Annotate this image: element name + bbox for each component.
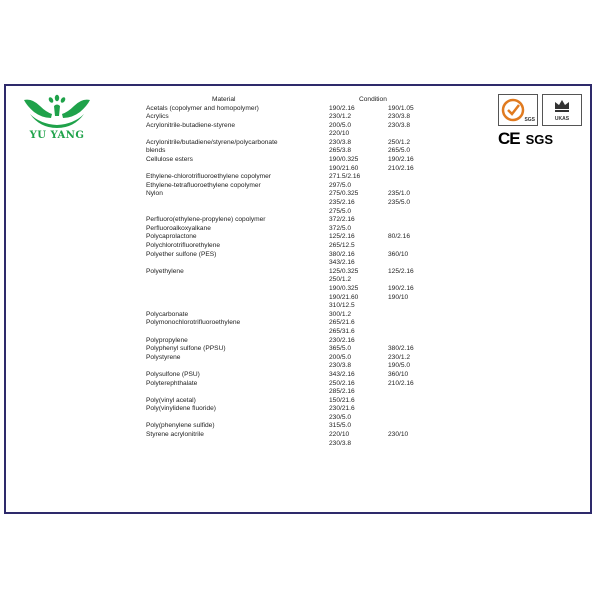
condition-cell-1: 190/21.60 [329, 293, 359, 301]
condition-cell-1: 190/0.325 [329, 156, 359, 164]
material-cell: Acetals (copolymer and homopolymer) [146, 104, 259, 112]
material-cell: Poly(vinyl acetal) [146, 396, 196, 404]
condition-cell-1: 230/2.16 [329, 336, 355, 344]
condition-cell-1: 265/12.5 [329, 242, 355, 249]
condition-cell-1: 230/5.0 [329, 413, 351, 421]
condition-cell-1: 315/5.0 [329, 422, 351, 430]
table-row [6, 328, 590, 337]
condition-table [6, 105, 590, 449]
condition-cell-2: 210/2.16 [388, 379, 414, 387]
condition-cell-2: 190/5.0 [388, 362, 410, 370]
material-cell: Perfluoro(ethylene-propylene) copolymer [146, 216, 266, 224]
condition-cell-1: 265/21.6 [329, 319, 355, 327]
table-row [6, 147, 590, 156]
document-frame [4, 84, 592, 514]
condition-cell-1: 230/3.8 [329, 362, 351, 370]
table-row [6, 422, 590, 431]
condition-cell-2: 125/2.16 [388, 267, 414, 275]
condition-cell-2: 250/1.2 [388, 138, 410, 146]
condition-header: Condition [359, 96, 387, 103]
table-row [6, 388, 590, 397]
material-cell: Nylon [146, 190, 163, 198]
condition-cell-1: 343/2.16 [329, 259, 355, 267]
table-row [6, 440, 590, 449]
table-row [6, 182, 590, 191]
condition-cell-1: 200/5.0 [329, 353, 351, 361]
condition-cell-2: 230/3.8 [388, 121, 410, 129]
table-row [6, 354, 590, 363]
material-cell: Ethylene-tetrafluoroethylene copolymer [146, 181, 261, 189]
table-row [6, 122, 590, 131]
condition-cell-1: 265/31.6 [329, 327, 355, 335]
condition-cell-1: 220/10 [329, 130, 350, 138]
condition-cell-1: 300/1.2 [329, 310, 351, 318]
condition-cell-1: 230/1.2 [329, 113, 351, 121]
condition-cell-1: 230/21.6 [329, 405, 355, 413]
material-cell: Acrylonitrile/butadiene/styrene/polycarbonate [146, 138, 278, 146]
table-row [6, 380, 590, 389]
material-cell: Polyether sulfone (PES) [146, 250, 217, 258]
condition-cell-1: 250/2.16 [329, 379, 355, 387]
condition-cell-2: 380/2.16 [388, 345, 414, 353]
material-cell: Polychlorotrifluorethylene [146, 242, 221, 249]
material-cell: Polystyrene [146, 353, 181, 361]
condition-cell-2: 230/1.2 [388, 353, 410, 361]
condition-cell-1: 230/3.8 [329, 138, 351, 146]
ukas-badge-label: UKAS [554, 116, 570, 122]
material-cell: Polyphenyl sulfone (PPSU) [146, 345, 226, 353]
material-cell: Polysulfone (PSU) [146, 370, 200, 378]
condition-cell-1: 190/0.325 [329, 284, 359, 292]
condition-cell-1: 380/2.16 [329, 250, 355, 258]
condition-cell-1: 275/0.325 [329, 190, 359, 198]
table-row [6, 139, 590, 148]
table-row [6, 431, 590, 440]
table-row [6, 302, 590, 311]
material-cell: Polycarbonate [146, 310, 189, 318]
condition-cell-2: 235/5.0 [388, 199, 410, 207]
table-row [6, 285, 590, 294]
condition-cell-1: 310/12.5 [329, 302, 355, 310]
condition-cell-2: 190/2.16 [388, 156, 414, 164]
condition-cell-1: 250/1.2 [329, 276, 351, 284]
material-cell: Poly(vinylidene fluoride) [146, 405, 217, 413]
table-row [6, 268, 590, 277]
material-cell: Ethylene-chlorotrifluoroethylene copolymer [146, 173, 271, 181]
condition-cell-1: 190/2.16 [329, 104, 355, 112]
table-row [6, 199, 590, 208]
condition-cell-1: 372/5.0 [329, 224, 351, 232]
condition-cell-1: 190/21.60 [329, 164, 359, 172]
table-row [6, 233, 590, 242]
table-row [6, 345, 590, 354]
sgs-mark: SGS [525, 131, 554, 147]
table-row [6, 156, 590, 165]
table-row [6, 173, 590, 182]
table-row [6, 216, 590, 225]
table-row [6, 190, 590, 199]
ce-mark: CE [498, 129, 520, 148]
table-row [6, 208, 590, 217]
condition-cell-2: 360/10 [388, 250, 409, 258]
condition-cell-1: 235/2.16 [329, 199, 355, 207]
condition-cell-1: 150/21.6 [329, 396, 355, 404]
table-row [6, 362, 590, 371]
material-cell: Polypropylene [146, 336, 188, 344]
material-cell: blends [146, 147, 166, 155]
condition-cell-2: 210/2.16 [388, 164, 414, 172]
material-header: Material [212, 96, 236, 103]
table-row [6, 337, 590, 346]
condition-cell-1: 275/5.0 [329, 207, 351, 215]
condition-cell-1: 200/5.0 [329, 121, 351, 129]
table-row [6, 242, 590, 251]
table-row [6, 251, 590, 260]
table-row [6, 105, 590, 114]
material-cell: Poly(phenylene sulfide) [146, 422, 215, 430]
condition-cell-1: 297/5.0 [329, 181, 351, 189]
table-row [6, 371, 590, 380]
condition-cell-1: 285/2.16 [329, 388, 355, 396]
table-row [6, 397, 590, 406]
material-cell: Acrylics [146, 113, 169, 121]
material-cell: Cellulose esters [146, 156, 193, 164]
table-row [6, 311, 590, 320]
material-cell: Styrene acrylonitrile [146, 431, 204, 439]
table-row [6, 414, 590, 423]
sgs-badge-label: SGS [524, 117, 535, 123]
condition-cell-1: 220/10 [329, 431, 350, 439]
condition-cell-2: 265/5.0 [388, 147, 410, 155]
table-row [6, 165, 590, 174]
brand-name: YU YANG [29, 130, 85, 141]
material-cell: Polycaprolactone [146, 233, 197, 241]
material-cell: Polyethylene [146, 267, 184, 275]
material-cell: Acrylonitrile-butadiene-styrene [146, 121, 236, 129]
condition-cell-2: 190/2.16 [388, 284, 414, 292]
condition-cell-2: 230/10 [388, 431, 409, 439]
table-row [6, 130, 590, 139]
condition-cell-1: 230/3.8 [329, 439, 351, 447]
table-row [6, 276, 590, 285]
condition-cell-1: 265/3.8 [329, 147, 351, 155]
condition-cell-1: 271.5/2.16 [329, 173, 361, 181]
table-row [6, 405, 590, 414]
table-row [6, 225, 590, 234]
condition-cell-2: 190/1.05 [388, 104, 414, 112]
condition-cell-1: 372/2.16 [329, 216, 355, 224]
material-cell: Polymonochlorotrifluoroethylene [146, 319, 241, 327]
table-row [6, 319, 590, 328]
condition-cell-1: 125/2.16 [329, 233, 355, 241]
condition-cell-2: 190/10 [388, 293, 409, 301]
material-cell: Perfluoroalkoxyalkane [146, 224, 211, 232]
material-cell: Polyterephthalate [146, 379, 198, 387]
condition-cell-1: 125/0.325 [329, 267, 359, 275]
condition-cell-2: 80/2.16 [388, 233, 410, 241]
condition-cell-2: 360/10 [388, 370, 409, 378]
condition-cell-1: 343/2.16 [329, 370, 355, 378]
condition-cell-2: 230/3.8 [388, 113, 410, 121]
table-row [6, 294, 590, 303]
condition-cell-2: 235/1.0 [388, 190, 410, 198]
condition-cell-1: 365/5.0 [329, 345, 351, 353]
table-row [6, 259, 590, 268]
table-row [6, 113, 590, 122]
